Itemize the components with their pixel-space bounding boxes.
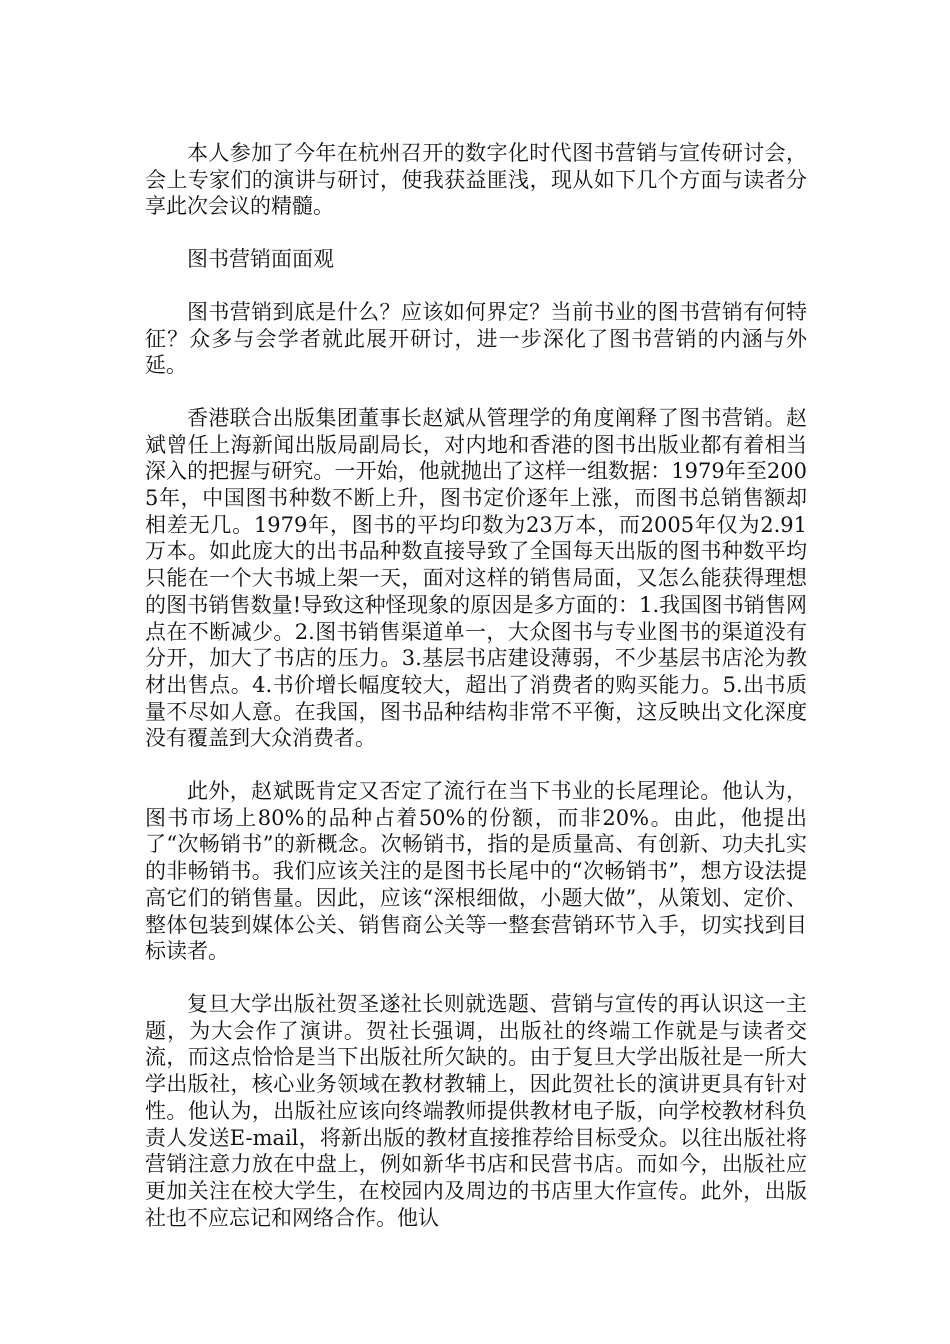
paragraph-long-tail: 此外，赵斌既肯定又否定了流行在当下书业的长尾理论。他认为，图书市场上80%的品种占着50%的份额，而非20%。由此，他提出了“次畅销书”的新概念。次畅销书，指的是质量高、有创新、功夫扎实的非畅销书。我们应该关注的是图书长尾中的“次畅销书”，想方设法提高它们的销售量。因此，应该“深根细做，小题大做”，从策划、定价、整体包装到媒体公关、销售商公关等一整套营销环节入手，切实找到目标读者。 — [145, 779, 807, 964]
document-page — [145, 140, 807, 1257]
paragraph-fudan: 复旦大学出版社贺圣遂社长则就选题、营销与宣传的再认识这一主题，为大会作了演讲。贺社长强调，出版社的终端工作就是与读者交流，而这点恰恰是当下出版社所欠缺的。由于复旦大学出版社是一所大学出版社，核心业务领域在教材教辅上，因此贺社长的演讲更具有针对性。他认为，出版社应该向终端教师提供教材电子版，向学校教材科负责人发送E-mail，将新出版的教材直接推荐给目标受众。以往出版社将营销注意力放在中盘上，例如新华书店和民营书店。而如今，出版社应更加关注在校大学生，在校园内及周边的书店里大作宣传。此外，出版社也不应忘记和网络合作。他认 — [145, 991, 807, 1230]
section-heading: 图书营销面面观 — [187, 247, 334, 272]
paragraph-definition: 图书营销到底是什么？应该如何界定？当前书业的图书营销有何特征？众多与会学者就此展开研讨，进一步深化了图书营销的内涵与外延。 — [145, 299, 807, 378]
intro-paragraph: 本人参加了今年在杭州召开的数字化时代图书营销与宣传研讨会，会上专家们的演讲与研讨，使我获益匪浅，现从如下几个方面与读者分享此次会议的精髓。 — [145, 141, 807, 219]
paragraph-zhao-bin: 香港联合出版集团董事长赵斌从管理学的角度阐释了图书营销。赵斌曾任上海新闻出版局副局长，对内地和香港的图书出版业都有着相当深入的把握与研究。一开始，他就抛出了这样一组数据：1979年至2005年，中国图书种数不断上升，图书定价逐年上涨，而图书总销售额却相差无几。1979年，图书的平均印数为23万本，而2005年仅为2.91万本。如此庞大的出书品种数直接导致了全国每天出版的图书种数平均只能在一个大书城上架一天，面对这样的销售局面，又怎么能获得理想的图书销售数量!导致这种怪现象的原因是多方面的：1.我国图书销售网点在不断减少。2.图书销售渠道单一，大众图书与专业图书的渠道没有分开，加大了书店的压力。3.基层书店建设薄弱，不少基层书店沦为教材出售点。4.书价增长幅度较大，超出了消费者的购买能力。5.出书质量不尽如人意。在我国，图书品种结构非常不平衡，这反映出文化深度没有覆盖到大众消费者。 — [145, 405, 807, 751]
